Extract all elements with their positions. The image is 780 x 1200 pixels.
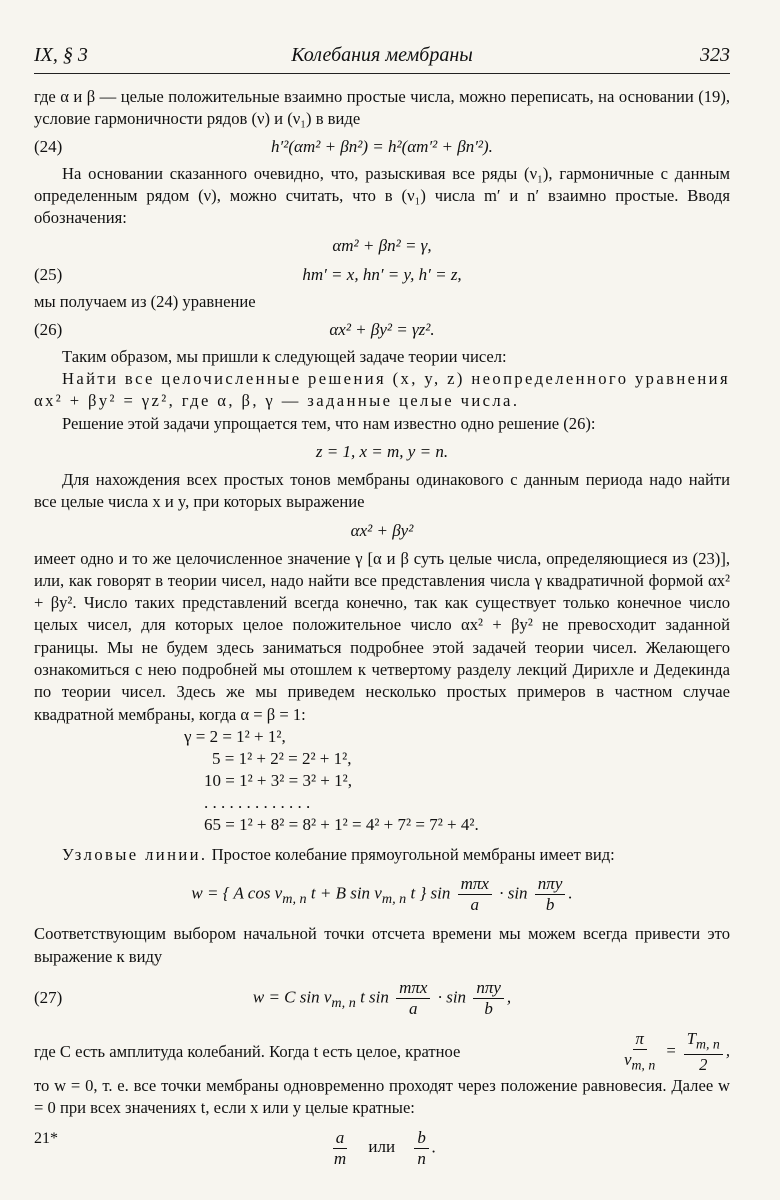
dot-operator: · (437, 987, 442, 1007)
equation-number: (26) (34, 319, 63, 339)
fraction (473, 978, 504, 1019)
paragraph-11: то w = 0, т. е. все точки мембраны одновременно проходят через положение равновесия. Далее w = 0 при всех значениях t, если x или y целые кратные: (34, 1076, 730, 1118)
section-ref: IX, § 3 (34, 44, 88, 66)
paragraph-8 (34, 844, 730, 866)
numerator: a (333, 1128, 348, 1149)
subscript: m, n (282, 891, 307, 908)
denominator: 2 (699, 1055, 708, 1075)
equation-25-top: αm² + βn² = γ, (332, 236, 432, 256)
equation-24 (34, 135, 730, 159)
example-dots: . . . . . . . . . . . . . (204, 792, 311, 812)
page-number: 323 (700, 44, 730, 66)
equation-number: (25) (34, 265, 63, 285)
fraction (684, 1029, 723, 1075)
problem-statement: Найти все целочисленные решения (x, y, z) неопределенного уравнения αx² + βy² = γz², где α, β, γ — заданные целые числа. (34, 369, 730, 411)
section-heading: Узловые линии. (62, 844, 208, 864)
paragraph-7: имеет одно и то же целочисленное значение γ [α и β суть целые числа, определяющиеся из (23)], или, как говорят в теории чисел, надо найти все представления числа γ квадратичной формой αx² + βy². Число таких представлений всегда конечно, так как существует только конечное число целых чисел, для которых целое положительное число αx² + βy² не превосходит заданной границы. Мы не будем здесь заниматься подробнее этой задачей теории чисел. Желающего ознакомиться с нею подробней мы отошлем к четвертому разделу лекций Дирихле и Дедекинда по теории чисел. Здесь же мы приведем несколько простых примеров в частном случае квадратной мембраны, когда α = β = 1: (34, 548, 730, 724)
wave-equation (34, 874, 730, 915)
period-fraction (618, 1029, 730, 1075)
fraction (535, 874, 566, 915)
fraction (396, 978, 430, 1019)
fraction (458, 874, 492, 915)
eq27-part: t sin (355, 987, 389, 1007)
denominator: b (484, 998, 493, 1018)
wave-part: t } sin (406, 883, 451, 903)
paragraph-1: где α и β — целые положительные взаимно простые числа, можно переписать, на основании (19), условие гармоничности рядов (ν) и (ν₁) в виде (34, 87, 730, 129)
punct: . (568, 883, 573, 903)
subscript: m, n (331, 994, 356, 1011)
fraction (621, 1029, 658, 1075)
punct: , (725, 1040, 730, 1060)
equation-number: (27) (34, 988, 63, 1008)
dot-operator: · (499, 883, 504, 903)
denominator: n (417, 1148, 426, 1168)
example-line: 10 = 1² + 3² = 3² + 1², (204, 770, 352, 790)
fraction (331, 1128, 349, 1169)
example-line: γ = 2 = 1² + 1², (184, 726, 286, 746)
subscript: m, n (696, 1036, 720, 1052)
chapter-title: Колебания мембраны (291, 44, 473, 66)
sin-word: sin (446, 987, 467, 1007)
denominator (621, 1050, 658, 1075)
subscript: m, n (381, 891, 407, 908)
numerator: nπy (535, 874, 566, 895)
or-word: или (368, 1137, 396, 1157)
examples-list (184, 726, 730, 836)
known-solution: z = 1, x = m, y = n. (315, 441, 449, 461)
nodal-fractions (34, 1128, 730, 1169)
wave-part: w = { A cos ν (191, 883, 283, 903)
numerator: b (414, 1128, 429, 1149)
numerator: π (633, 1029, 647, 1050)
numerator (684, 1029, 723, 1055)
punct: . (431, 1137, 437, 1157)
numerator: nπy (473, 978, 504, 999)
equation-26 (34, 318, 730, 342)
subscript: m, n (631, 1057, 656, 1073)
wave-part: t + B sin ν (306, 883, 382, 903)
quadratic-form: αx² + βy² (350, 520, 414, 540)
paragraph-5: Решение этой задачи упрощается тем, что нам известно одно решение (26): (62, 413, 596, 433)
denominator: m (333, 1148, 347, 1168)
numerator: mπx (458, 874, 492, 895)
paragraph-9: Соответствующим выбором начальной точки отсчета времени мы можем всегда привести это выражение к виду (34, 924, 730, 966)
paragraph-6: Для нахождения всех простых тонов мембраны одинакового с данным периода надо найти все целые числа x и y, при которых выражение (34, 469, 730, 512)
equation-body: hm′ = x, hn′ = y, h′ = z, (302, 265, 462, 285)
paragraph-4: Таким образом, мы пришли к следующей задаче теории чисел: (62, 346, 507, 366)
paragraph-8-text: Простое колебание прямоугольной мембраны имеет вид: (211, 844, 615, 864)
paragraph-10-text: где C есть амплитуда колебаний. Когда t есть целое, кратное (34, 1041, 461, 1061)
eq27-part: w = C sin ν (252, 987, 332, 1007)
nu-symbol: ν (624, 1049, 632, 1069)
punct: , (506, 987, 512, 1007)
equation-number: (24) (34, 136, 63, 156)
denominator: b (545, 895, 555, 915)
denominator: a (470, 895, 480, 915)
equation-27 (34, 978, 730, 1019)
paragraph-10 (34, 1029, 730, 1075)
fraction (414, 1128, 429, 1169)
equation-body: h′²(αm² + βn²) = h²(αm′² + βn′²). (271, 136, 493, 156)
numerator: mπx (396, 978, 430, 999)
signature-mark: 21* (34, 1130, 58, 1147)
sin-word: sin (507, 883, 528, 903)
equation-body (104, 978, 660, 1019)
example-line: 5 = 1² + 2² = 2² + 1², (212, 748, 352, 768)
denominator: a (409, 998, 418, 1018)
example-line: 65 = 1² + 8² = 8² + 1² = 4² + 7² = 7² + 4². (204, 814, 479, 834)
paragraph-2: На основании сказанного очевидно, что, разыскивая все ряды (ν₁), гармоничные с данным определенным рядом (ν), можно считать, что в (ν₁) числа m′ и n′ взаимно простые. Вводя обозначения: (34, 163, 730, 228)
t-symbol: T (686, 1028, 697, 1048)
equation-body: αx² + βy² = γz². (329, 319, 435, 339)
equals-sign: = (665, 1040, 677, 1060)
running-header (34, 44, 730, 74)
paragraph-3: мы получаем из (24) уравнение (34, 292, 256, 312)
equation-25 (34, 263, 730, 287)
